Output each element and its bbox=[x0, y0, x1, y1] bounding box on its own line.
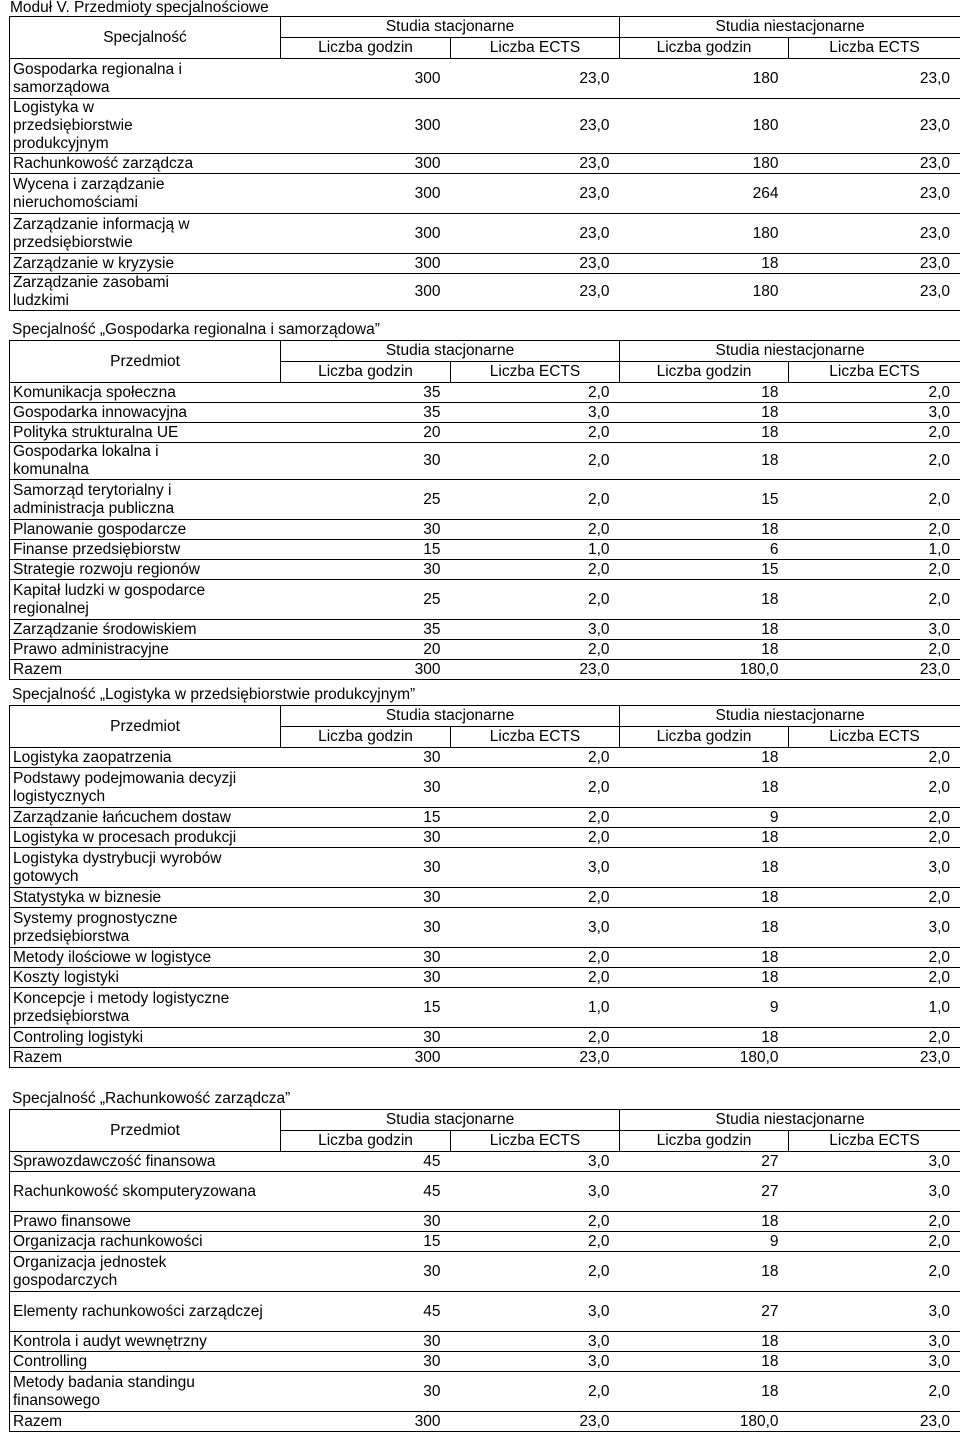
row-label: Organizacja jednostek gospodarczych bbox=[13, 1253, 167, 1289]
hours-cell: 30 bbox=[281, 560, 451, 580]
row-label: Zarządzanie środowiskiem bbox=[13, 620, 197, 638]
ects-cell: 23,0 bbox=[789, 154, 960, 174]
row-label: Koncepcje i metody logistyczne przedsiębiorstwa bbox=[13, 989, 230, 1025]
hours-cell: 18 bbox=[620, 1352, 789, 1372]
table-row bbox=[10, 988, 960, 1028]
ects-cell: 2,0 bbox=[451, 948, 620, 968]
hours-cell: 180 bbox=[620, 274, 789, 311]
ects-cell: 2,0 bbox=[789, 808, 960, 828]
table-row bbox=[10, 848, 960, 888]
ects-cell: 3,0 bbox=[451, 1172, 620, 1212]
hours-cell: 180 bbox=[620, 59, 789, 99]
column-header-hours: Liczba godzin bbox=[281, 1131, 451, 1152]
hours-cell: 6 bbox=[620, 540, 789, 560]
table-row bbox=[10, 1028, 960, 1048]
hours-cell: 18 bbox=[620, 403, 789, 423]
table-row bbox=[10, 908, 960, 948]
table-row bbox=[10, 1292, 960, 1332]
hours-cell: 15 bbox=[281, 808, 451, 828]
hours-cell: 18 bbox=[620, 1212, 789, 1232]
ects-cell: 3,0 bbox=[789, 1292, 960, 1332]
ects-cell: 3,0 bbox=[789, 1152, 960, 1172]
ects-cell: 2,0 bbox=[451, 768, 620, 808]
row-label: Logistyka w procesach produkcji bbox=[13, 828, 237, 846]
hours-cell: 25 bbox=[281, 580, 451, 620]
hours-cell: 45 bbox=[281, 1172, 451, 1212]
row-label: Logistyka zaopatrzenia bbox=[13, 748, 172, 766]
table-row bbox=[10, 948, 960, 968]
hours-cell: 300 bbox=[281, 99, 451, 154]
row-label: Statystyka w biznesie bbox=[13, 888, 162, 906]
hours-cell: 18 bbox=[620, 383, 789, 403]
table-row bbox=[10, 560, 960, 580]
hours-cell: 18 bbox=[620, 888, 789, 908]
row-label: Polityka strukturalna UE bbox=[13, 423, 179, 441]
ects-cell: 2,0 bbox=[789, 520, 960, 540]
table-row bbox=[10, 888, 960, 908]
ects-cell: 2,0 bbox=[789, 580, 960, 620]
section-heading: Specjalność „Gospodarka regionalna i samorządowa” bbox=[12, 321, 380, 338]
column-header-ects: Liczba ECTS bbox=[451, 1131, 620, 1152]
column-header-hours: Liczba godzin bbox=[620, 727, 789, 748]
ects-cell: 23,0 bbox=[451, 1048, 620, 1068]
row-label: Razem bbox=[13, 660, 63, 678]
ects-cell: 2,0 bbox=[451, 828, 620, 848]
table-row bbox=[10, 1252, 960, 1292]
ects-cell: 2,0 bbox=[451, 520, 620, 540]
table-row bbox=[10, 383, 960, 403]
hours-cell: 300 bbox=[281, 274, 451, 311]
ects-cell: 23,0 bbox=[789, 274, 960, 311]
table-row bbox=[10, 403, 960, 423]
row-label: Razem bbox=[13, 1412, 63, 1430]
table-row bbox=[10, 620, 960, 640]
column-group-non-stationary: Studia niestacjonarne bbox=[620, 341, 960, 362]
hours-cell: 35 bbox=[281, 403, 451, 423]
ects-cell: 3,0 bbox=[789, 1352, 960, 1372]
row-label: Podstawy podejmowania decyzji logistycznych bbox=[13, 769, 237, 805]
column-group-non-stationary: Studia niestacjonarne bbox=[620, 706, 960, 727]
hours-cell: 30 bbox=[281, 520, 451, 540]
ects-cell: 23,0 bbox=[451, 99, 620, 154]
ects-cell: 23,0 bbox=[451, 660, 620, 680]
hours-cell: 15 bbox=[620, 480, 789, 520]
hours-cell: 18 bbox=[620, 254, 789, 274]
hours-cell: 30 bbox=[281, 1332, 451, 1352]
hours-cell: 180,0 bbox=[620, 660, 789, 680]
row-label: Logistyka dystrybucji wyrobów gotowych bbox=[13, 849, 222, 885]
total-row bbox=[10, 1412, 960, 1432]
ects-cell: 1,0 bbox=[451, 988, 620, 1028]
table-row bbox=[10, 1332, 960, 1352]
hours-cell: 18 bbox=[620, 968, 789, 988]
hours-cell: 180,0 bbox=[620, 1412, 789, 1432]
ects-cell: 3,0 bbox=[451, 1292, 620, 1332]
column-header-ects: Liczba ECTS bbox=[789, 362, 960, 383]
hours-cell: 35 bbox=[281, 383, 451, 403]
ects-cell: 2,0 bbox=[451, 1212, 620, 1232]
column-header-first: Przedmiot bbox=[10, 341, 281, 383]
hours-cell: 9 bbox=[620, 808, 789, 828]
column-header-ects: Liczba ECTS bbox=[789, 727, 960, 748]
column-header-ects: Liczba ECTS bbox=[789, 1131, 960, 1152]
hours-cell: 9 bbox=[620, 988, 789, 1028]
ects-cell: 3,0 bbox=[451, 403, 620, 423]
page-title: Moduł V. Przedmioty specjalnościowe bbox=[10, 0, 269, 16]
hours-cell: 45 bbox=[281, 1292, 451, 1332]
column-header-first: Specjalność bbox=[10, 17, 281, 59]
ects-cell: 2,0 bbox=[451, 560, 620, 580]
hours-cell: 18 bbox=[620, 768, 789, 808]
row-label: Planowanie gospodarcze bbox=[13, 520, 187, 538]
ects-cell: 23,0 bbox=[789, 660, 960, 680]
row-label: Wycena i zarządzanie nieruchomościami bbox=[13, 175, 165, 211]
total-row bbox=[10, 1048, 960, 1068]
ects-cell: 2,0 bbox=[451, 580, 620, 620]
hours-cell: 18 bbox=[620, 1252, 789, 1292]
table-row bbox=[10, 968, 960, 988]
ects-cell: 2,0 bbox=[789, 888, 960, 908]
ects-cell: 2,0 bbox=[789, 1212, 960, 1232]
hours-cell: 27 bbox=[620, 1292, 789, 1332]
table-row bbox=[10, 540, 960, 560]
table-row bbox=[10, 154, 960, 174]
row-label: Gospodarka regionalna i samorządowa bbox=[13, 60, 182, 96]
row-label: Kapitał ludzki w gospodarce regionalnej bbox=[13, 581, 206, 617]
row-label: Zarządzanie w kryzysie bbox=[13, 254, 175, 272]
hours-cell: 30 bbox=[281, 948, 451, 968]
hours-cell: 300 bbox=[281, 1412, 451, 1432]
section-heading: Specjalność „Rachunkowość zarządcza” bbox=[12, 1090, 291, 1107]
hours-cell: 15 bbox=[281, 540, 451, 560]
data-table bbox=[9, 1109, 960, 1432]
row-label: Koszty logistyki bbox=[13, 968, 119, 986]
ects-cell: 2,0 bbox=[451, 423, 620, 443]
column-group-stationary: Studia stacjonarne bbox=[281, 1110, 620, 1131]
ects-cell: 2,0 bbox=[789, 1232, 960, 1252]
ects-cell: 23,0 bbox=[451, 274, 620, 311]
ects-cell: 2,0 bbox=[451, 888, 620, 908]
ects-cell: 23,0 bbox=[451, 154, 620, 174]
column-header-ects: Liczba ECTS bbox=[451, 38, 620, 59]
hours-cell: 300 bbox=[281, 154, 451, 174]
ects-cell: 2,0 bbox=[789, 560, 960, 580]
table-row bbox=[10, 768, 960, 808]
ects-cell: 23,0 bbox=[451, 59, 620, 99]
table-row bbox=[10, 1172, 960, 1212]
row-label: Gospodarka innowacyjna bbox=[13, 403, 188, 421]
ects-cell: 23,0 bbox=[789, 214, 960, 254]
column-header-ects: Liczba ECTS bbox=[451, 362, 620, 383]
hours-cell: 45 bbox=[281, 1152, 451, 1172]
hours-cell: 18 bbox=[620, 520, 789, 540]
column-header-ects: Liczba ECTS bbox=[451, 727, 620, 748]
column-group-stationary: Studia stacjonarne bbox=[281, 706, 620, 727]
ects-cell: 3,0 bbox=[789, 848, 960, 888]
hours-cell: 18 bbox=[620, 848, 789, 888]
data-table bbox=[9, 16, 960, 311]
hours-cell: 30 bbox=[281, 1028, 451, 1048]
hours-cell: 18 bbox=[620, 423, 789, 443]
row-label: Finanse przedsiębiorstw bbox=[13, 540, 181, 558]
ects-cell: 2,0 bbox=[789, 1372, 960, 1412]
ects-cell: 2,0 bbox=[789, 423, 960, 443]
ects-cell: 3,0 bbox=[789, 1172, 960, 1212]
ects-cell: 2,0 bbox=[789, 748, 960, 768]
ects-cell: 2,0 bbox=[451, 968, 620, 988]
column-header-hours: Liczba godzin bbox=[281, 362, 451, 383]
row-label: Zarządzanie łańcuchem dostaw bbox=[13, 808, 231, 826]
table-row bbox=[10, 1232, 960, 1252]
ects-cell: 2,0 bbox=[451, 640, 620, 660]
hours-cell: 18 bbox=[620, 620, 789, 640]
table-row bbox=[10, 1352, 960, 1372]
hours-cell: 30 bbox=[281, 848, 451, 888]
hours-cell: 18 bbox=[620, 828, 789, 848]
hours-cell: 18 bbox=[620, 640, 789, 660]
ects-cell: 1,0 bbox=[789, 988, 960, 1028]
ects-cell: 23,0 bbox=[789, 59, 960, 99]
ects-cell: 3,0 bbox=[451, 620, 620, 640]
row-label: Prawo finansowe bbox=[13, 1212, 132, 1230]
table-row bbox=[10, 828, 960, 848]
table-row bbox=[10, 274, 960, 311]
table-row bbox=[10, 59, 960, 99]
column-header-first: Przedmiot bbox=[10, 706, 281, 748]
column-header-hours: Liczba godzin bbox=[281, 38, 451, 59]
section-heading: Specjalność „Logistyka w przedsiębiorstwie produkcyjnym” bbox=[12, 686, 416, 703]
ects-cell: 23,0 bbox=[789, 1048, 960, 1068]
hours-cell: 300 bbox=[281, 254, 451, 274]
ects-cell: 2,0 bbox=[789, 968, 960, 988]
hours-cell: 30 bbox=[281, 1252, 451, 1292]
hours-cell: 300 bbox=[281, 59, 451, 99]
ects-cell: 3,0 bbox=[451, 1352, 620, 1372]
row-label: Zarządzanie informacją w przedsiębiorstwie bbox=[13, 215, 190, 251]
hours-cell: 20 bbox=[281, 640, 451, 660]
hours-cell: 20 bbox=[281, 423, 451, 443]
hours-cell: 264 bbox=[620, 174, 789, 214]
table-row bbox=[10, 423, 960, 443]
column-group-stationary: Studia stacjonarne bbox=[281, 17, 620, 38]
ects-cell: 2,0 bbox=[451, 748, 620, 768]
hours-cell: 15 bbox=[281, 988, 451, 1028]
ects-cell: 23,0 bbox=[451, 214, 620, 254]
ects-cell: 2,0 bbox=[451, 1252, 620, 1292]
table-row bbox=[10, 1152, 960, 1172]
hours-cell: 300 bbox=[281, 1048, 451, 1068]
column-header-hours: Liczba godzin bbox=[620, 362, 789, 383]
hours-cell: 180 bbox=[620, 214, 789, 254]
row-label: Sprawozdawczość finansowa bbox=[13, 1152, 216, 1170]
hours-cell: 180,0 bbox=[620, 1048, 789, 1068]
hours-cell: 18 bbox=[620, 580, 789, 620]
row-label: Strategie rozwoju regionów bbox=[13, 560, 200, 578]
ects-cell: 3,0 bbox=[789, 908, 960, 948]
hours-cell: 35 bbox=[281, 620, 451, 640]
row-label: Logistyka w przedsiębiorstwie produkcyjnym bbox=[13, 99, 133, 152]
table-row bbox=[10, 1372, 960, 1412]
row-label: Prawo administracyjne bbox=[13, 640, 169, 658]
table-row bbox=[10, 520, 960, 540]
table-row bbox=[10, 214, 960, 254]
ects-cell: 23,0 bbox=[789, 99, 960, 154]
hours-cell: 300 bbox=[281, 214, 451, 254]
hours-cell: 180 bbox=[620, 99, 789, 154]
row-label: Controling logistyki bbox=[13, 1028, 144, 1046]
row-label: Zarządzanie zasobami ludzkimi bbox=[13, 274, 169, 309]
table-row bbox=[10, 443, 960, 480]
column-header-ects: Liczba ECTS bbox=[789, 38, 960, 59]
row-label: Kontrola i audyt wewnętrzny bbox=[13, 1332, 207, 1350]
hours-cell: 30 bbox=[281, 1212, 451, 1232]
ects-cell: 2,0 bbox=[789, 828, 960, 848]
row-label: Rachunkowość zarządcza bbox=[13, 154, 194, 172]
column-header-hours: Liczba godzin bbox=[620, 1131, 789, 1152]
table-row bbox=[10, 1212, 960, 1232]
table-row bbox=[10, 580, 960, 620]
ects-cell: 23,0 bbox=[789, 1412, 960, 1432]
ects-cell: 2,0 bbox=[451, 1028, 620, 1048]
row-label: Controlling bbox=[13, 1352, 88, 1370]
data-table bbox=[9, 340, 960, 680]
row-label: Rachunkowość skomputeryzowana bbox=[13, 1182, 256, 1200]
ects-cell: 2,0 bbox=[789, 1252, 960, 1292]
ects-cell: 2,0 bbox=[789, 383, 960, 403]
ects-cell: 23,0 bbox=[789, 254, 960, 274]
hours-cell: 15 bbox=[281, 1232, 451, 1252]
column-group-non-stationary: Studia niestacjonarne bbox=[620, 17, 960, 38]
ects-cell: 2,0 bbox=[789, 640, 960, 660]
ects-cell: 23,0 bbox=[451, 174, 620, 214]
row-label: Metody badania standingu finansowego bbox=[13, 1373, 195, 1409]
column-group-non-stationary: Studia niestacjonarne bbox=[620, 1110, 960, 1131]
ects-cell: 2,0 bbox=[789, 443, 960, 480]
ects-cell: 2,0 bbox=[789, 1028, 960, 1048]
ects-cell: 3,0 bbox=[789, 620, 960, 640]
table-row bbox=[10, 640, 960, 660]
hours-cell: 30 bbox=[281, 908, 451, 948]
ects-cell: 3,0 bbox=[451, 908, 620, 948]
row-label: Organizacja rachunkowości bbox=[13, 1232, 203, 1250]
hours-cell: 15 bbox=[620, 560, 789, 580]
hours-cell: 18 bbox=[620, 1028, 789, 1048]
ects-cell: 2,0 bbox=[451, 383, 620, 403]
ects-cell: 23,0 bbox=[451, 1412, 620, 1432]
ects-cell: 23,0 bbox=[451, 254, 620, 274]
ects-cell: 3,0 bbox=[451, 1332, 620, 1352]
column-header-hours: Liczba godzin bbox=[281, 727, 451, 748]
total-row bbox=[10, 660, 960, 680]
ects-cell: 1,0 bbox=[451, 540, 620, 560]
hours-cell: 18 bbox=[620, 1332, 789, 1352]
ects-cell: 3,0 bbox=[451, 848, 620, 888]
hours-cell: 18 bbox=[620, 908, 789, 948]
row-label: Metody ilościowe w logistyce bbox=[13, 948, 212, 966]
table-row bbox=[10, 748, 960, 768]
row-label: Samorząd terytorialny i administracja publiczna bbox=[13, 481, 175, 517]
row-label: Razem bbox=[13, 1048, 63, 1066]
hours-cell: 18 bbox=[620, 748, 789, 768]
ects-cell: 2,0 bbox=[451, 1232, 620, 1252]
ects-cell: 3,0 bbox=[789, 403, 960, 423]
ects-cell: 2,0 bbox=[789, 768, 960, 808]
table-row bbox=[10, 254, 960, 274]
ects-cell: 2,0 bbox=[451, 808, 620, 828]
table-row bbox=[10, 174, 960, 214]
hours-cell: 180 bbox=[620, 154, 789, 174]
hours-cell: 30 bbox=[281, 1372, 451, 1412]
hours-cell: 30 bbox=[281, 828, 451, 848]
hours-cell: 18 bbox=[620, 948, 789, 968]
ects-cell: 1,0 bbox=[789, 540, 960, 560]
hours-cell: 27 bbox=[620, 1152, 789, 1172]
hours-cell: 30 bbox=[281, 748, 451, 768]
hours-cell: 18 bbox=[620, 1372, 789, 1412]
hours-cell: 25 bbox=[281, 480, 451, 520]
hours-cell: 30 bbox=[281, 443, 451, 480]
row-label: Gospodarka lokalna i komunalna bbox=[13, 443, 159, 478]
hours-cell: 18 bbox=[620, 443, 789, 480]
hours-cell: 30 bbox=[281, 768, 451, 808]
hours-cell: 30 bbox=[281, 1352, 451, 1372]
hours-cell: 30 bbox=[281, 888, 451, 908]
hours-cell: 300 bbox=[281, 660, 451, 680]
ects-cell: 23,0 bbox=[789, 174, 960, 214]
hours-cell: 30 bbox=[281, 968, 451, 988]
hours-cell: 300 bbox=[281, 174, 451, 214]
row-label: Systemy prognostyczne przedsiębiorstwa bbox=[13, 909, 178, 945]
ects-cell: 2,0 bbox=[789, 948, 960, 968]
hours-cell: 9 bbox=[620, 1232, 789, 1252]
ects-cell: 2,0 bbox=[451, 443, 620, 480]
column-header-first: Przedmiot bbox=[10, 1110, 281, 1152]
table-row bbox=[10, 808, 960, 828]
ects-cell: 3,0 bbox=[789, 1332, 960, 1352]
row-label: Elementy rachunkowości zarządczej bbox=[13, 1302, 263, 1320]
table-row bbox=[10, 99, 960, 154]
ects-cell: 3,0 bbox=[451, 1152, 620, 1172]
ects-cell: 2,0 bbox=[451, 480, 620, 520]
ects-cell: 2,0 bbox=[789, 480, 960, 520]
row-label: Komunikacja społeczna bbox=[13, 383, 176, 401]
column-header-hours: Liczba godzin bbox=[620, 38, 789, 59]
table-row bbox=[10, 480, 960, 520]
column-group-stationary: Studia stacjonarne bbox=[281, 341, 620, 362]
hours-cell: 27 bbox=[620, 1172, 789, 1212]
ects-cell: 2,0 bbox=[451, 1372, 620, 1412]
data-table bbox=[9, 705, 960, 1068]
